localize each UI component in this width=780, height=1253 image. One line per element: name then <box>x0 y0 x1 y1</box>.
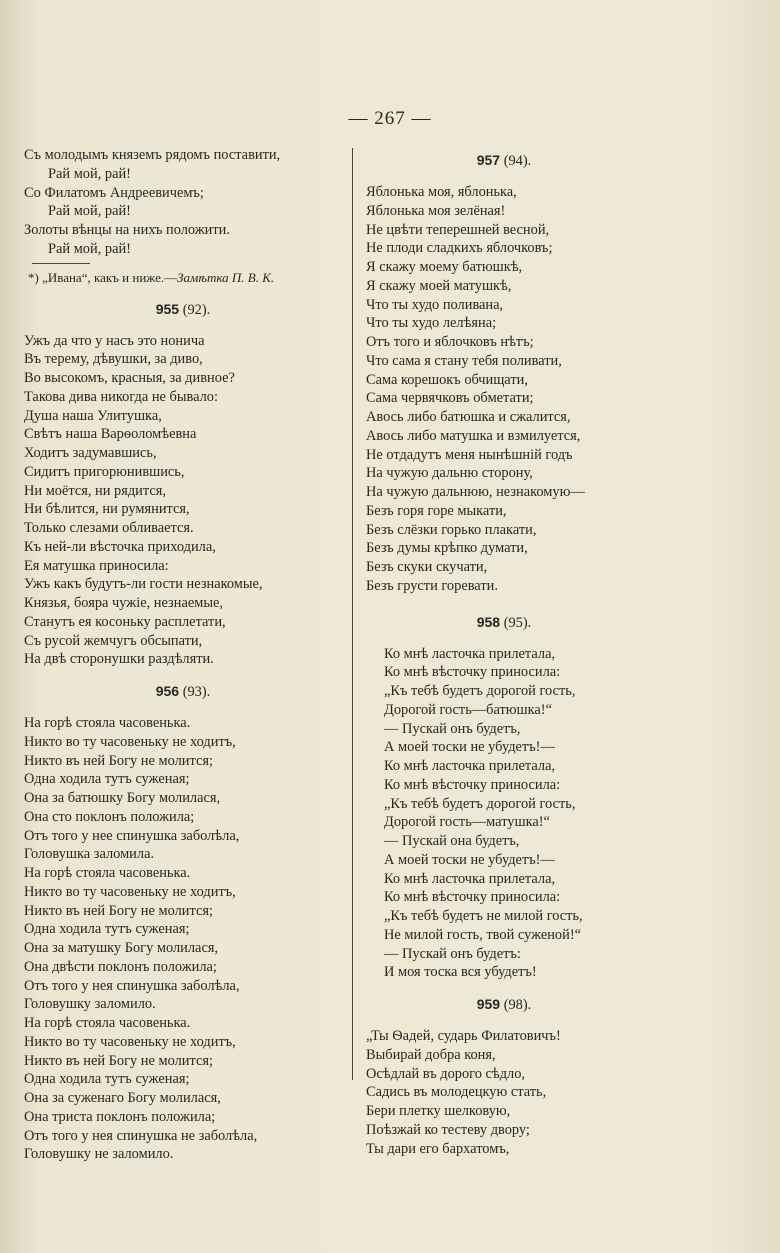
verse-line: Головушку не заломило. <box>24 1146 174 1163</box>
verse-line: Отъ того у нея спинушка не заболѣла, <box>24 1127 258 1144</box>
song-original-number: (93). <box>182 684 211 700</box>
verse-line: Съ русой жемчугъ обсыпати, <box>24 632 203 649</box>
footnote <box>24 269 342 287</box>
verse-line: И моя тоска вся убудетъ! <box>384 964 537 981</box>
song-original-number: (95). <box>503 614 532 631</box>
verse-line: Одна ходила тутъ суженая; <box>24 1071 190 1088</box>
verse-line: Она триста поклонъ положила; <box>24 1108 216 1125</box>
verse-line: Къ ней-ли вѣсточка приходила, <box>24 538 216 555</box>
verse-line: Ни моётся, ни рядится, <box>24 482 166 499</box>
page-number: — 267 — <box>348 108 432 129</box>
verse-line: Никто въ ней Богу не молится; <box>24 1052 213 1069</box>
column-divider <box>352 148 353 1080</box>
verse-line: Ходитъ задумавшись, <box>24 445 157 461</box>
verse-line: Одна ходила тутъ суженая; <box>24 771 190 788</box>
song-number: 956 <box>155 683 180 699</box>
verse-line: Безъ слёзки горько плакати, <box>366 521 537 538</box>
footnote-signature: Замѣтка П. В. К. <box>177 269 275 285</box>
verse-line: Сидитъ пригорюнившись, <box>24 463 185 480</box>
verse-line: Дорогой гость—матушка!“ <box>384 814 550 831</box>
verse-line: Она сто поклонъ положила; <box>24 808 195 825</box>
verse-line: Безъ думы крѣпко думати, <box>366 540 528 557</box>
song-958-text <box>366 645 642 983</box>
verse-line: Сама корешокъ обчищати, <box>366 371 528 388</box>
verse-line: А моей тоски не убудетъ!— <box>384 851 555 868</box>
verse-line: Я скажу моему батюшкѣ, <box>366 259 523 275</box>
verse-line: — Пускай онъ будетъ: <box>384 945 521 962</box>
verse-line: „Ты Ѳадей, сударь Филатовичъ! <box>366 1028 561 1044</box>
verse-line: Князья, бояра чужіе, незнаемые, <box>24 595 223 611</box>
song-957-text <box>366 183 642 596</box>
song-number: 959 <box>476 996 501 1012</box>
verse-line: На чужую дальнюю, незнакомую— <box>366 484 585 500</box>
verse-line: Сама червячковъ обметати; <box>366 390 534 407</box>
verse-line: На горѣ стояла часовенька. <box>24 865 191 881</box>
verse-line: Дорогой гость—батюшка!“ <box>384 701 552 718</box>
verse-line: Во высокомъ, красныя, за дивное? <box>24 370 235 386</box>
verse-line: Такова дива никогда не бывало: <box>24 388 218 405</box>
verse-line: Я скажу моей матушкѣ, <box>366 277 512 294</box>
verse-line: Ко мнѣ вѣсточку приносила: <box>384 776 561 793</box>
verse-line: Не плоди сладкихъ яблочковъ; <box>366 240 553 257</box>
song-number: 958 <box>476 613 501 630</box>
verse-line: Не цвѣти теперешней весной, <box>366 221 550 238</box>
verse-line: Осѣдлай въ дорого сѣдло, <box>366 1065 525 1082</box>
song-959-text <box>366 1027 642 1158</box>
verse-line: Авось либо батюшка и сжалится, <box>366 409 571 425</box>
verse-line: Ты дари его бархатомъ, <box>366 1140 510 1157</box>
verse-line: На горѣ стояла часовенька. <box>24 1015 191 1031</box>
verse-line: Она двѣсти поклонъ положила; <box>24 958 217 975</box>
verse-line: Душа наша Улитушка, <box>24 407 162 424</box>
verse-line: Поѣзжай ко тестеву двору; <box>366 1121 530 1138</box>
verse-line: Яблонька моя зелёная! <box>366 202 506 219</box>
verse-line: Золоты вѣнцы на нихъ положити. <box>24 222 230 238</box>
refrain-line: Рай мой, рай! <box>48 240 131 257</box>
verse-line: Ко мнѣ ласточка прилетала, <box>384 870 556 887</box>
verse-line: Яблонька моя, яблонька, <box>366 184 517 200</box>
verse-line: Никто въ ней Богу не молится; <box>24 902 213 919</box>
verse-line: Ко мнѣ ласточка прилетала, <box>384 645 556 662</box>
verse-line: Не отдадутъ меня нынѣшній годъ <box>366 446 573 463</box>
verse-line: Отъ того у нее спинушка заболѣла, <box>24 827 240 844</box>
verse-line: Авось либо матушка и взмилуется, <box>366 427 581 444</box>
verse-line: Станутъ ея косоньку расплетати, <box>24 613 226 630</box>
refrain-line: Рай мой, рай! <box>48 203 131 220</box>
song-original-number: (94). <box>503 153 532 169</box>
verse-line: Безъ горя горе мыкати, <box>366 502 507 519</box>
verse-line: Садись въ молодецкую стать, <box>366 1084 547 1101</box>
verse-line: На горѣ стояла часовенька. <box>24 715 191 731</box>
verse-line: Никто во ту часовеньку не ходитъ, <box>24 883 236 900</box>
song-number: 955 <box>155 300 180 317</box>
verse-line: Никто въ ней Богу не молится; <box>24 752 213 769</box>
verse-line: Она за батюшку Богу молилася, <box>24 790 221 806</box>
refrain-line: Рай мой, рай! <box>48 165 131 182</box>
verse-line: Со Филатомъ Андреевичемъ; <box>24 184 204 201</box>
verse-line: Свѣтъ наша Варѳоломѣевна <box>24 426 197 443</box>
verse-line: Головушку заломило. <box>24 996 156 1013</box>
verse-line: А моей тоски не убудетъ!— <box>384 739 555 756</box>
verse-line: Выбирай добра коня, <box>366 1046 496 1063</box>
song-original-number: (92). <box>182 301 211 318</box>
song-heading-955 <box>24 299 342 320</box>
left-column <box>24 146 342 1164</box>
verse-line: „Къ тебѣ будетъ не милой гость, <box>384 908 583 924</box>
verse-line: Что ты худо поливана, <box>366 296 504 313</box>
verse-line: Отъ того и яблочковъ нѣтъ; <box>366 334 534 350</box>
song-number: 957 <box>476 152 501 168</box>
verse-line: Ни бѣлится, ни румянится, <box>24 501 190 518</box>
verse-line: Она за суженаго Богу молилася, <box>24 1090 221 1106</box>
verse-line: Бери плетку шелковую, <box>366 1103 511 1119</box>
verse-line: Ко мнѣ вѣсточку приносила: <box>384 664 561 681</box>
verse-line: Ужъ да что у насъ это нонича <box>24 332 205 349</box>
song-original-number: (98). <box>503 997 532 1013</box>
song-heading-959 <box>366 994 642 1015</box>
verse-line: „Къ тебѣ будетъ дорогой гость, <box>384 683 576 699</box>
song-heading-956 <box>24 681 342 702</box>
song-955-text <box>24 332 342 670</box>
verse-line: Не милой гость, твой суженой!“ <box>384 926 581 943</box>
song-956-text <box>24 714 342 1164</box>
verse-line: Безъ скуки скучати, <box>366 559 488 575</box>
footnote-rule <box>32 263 90 264</box>
right-column <box>366 146 642 1158</box>
verse-line: На чужую дальню сторону, <box>366 465 533 482</box>
song-heading-958 <box>366 612 642 633</box>
verse-line: На двѣ сторонушки раздѣляти. <box>24 651 214 668</box>
verse-line: Въ терему, дѣвушки, за диво, <box>24 351 203 368</box>
verse-line: Безъ грусти горевати. <box>366 577 498 594</box>
song-heading-957 <box>366 150 642 171</box>
verse-line: Ко мнѣ ласточка прилетала, <box>384 758 556 774</box>
verse-line: Головушка заломила. <box>24 846 155 863</box>
verse-line: Ко мнѣ вѣсточку приносила: <box>384 889 561 906</box>
intro-verse <box>24 146 342 259</box>
verse-line: Она за матушку Богу молилася, <box>24 940 219 956</box>
verse-line: Отъ того у нея спинушка заболѣла, <box>24 977 240 994</box>
verse-line: Съ молодымъ княземъ рядомъ поставити, <box>24 147 281 163</box>
verse-line: Никто во ту часовеньку не ходитъ, <box>24 1033 236 1050</box>
verse-line: — Пускай она будетъ, <box>384 833 520 849</box>
verse-line: Только слезами обливается. <box>24 520 194 536</box>
verse-line: Никто во ту часовеньку не ходитъ, <box>24 733 236 750</box>
verse-line: Что ты худо лелѣяна; <box>366 315 497 332</box>
footnote-text: *) „Ивана“, какъ и ниже.— <box>28 269 178 285</box>
verse-line: — Пускай онъ будетъ, <box>384 720 521 737</box>
verse-line: „Къ тебѣ будетъ дорогой гость, <box>384 795 576 812</box>
verse-line: Ужъ какъ будутъ-ли гости незнакомые, <box>24 576 263 593</box>
verse-line: Одна ходила тутъ суженая; <box>24 921 190 938</box>
verse-line: Что сама я стану тебя поливати, <box>366 352 562 369</box>
verse-line: Ея матушка приносила: <box>24 557 169 574</box>
